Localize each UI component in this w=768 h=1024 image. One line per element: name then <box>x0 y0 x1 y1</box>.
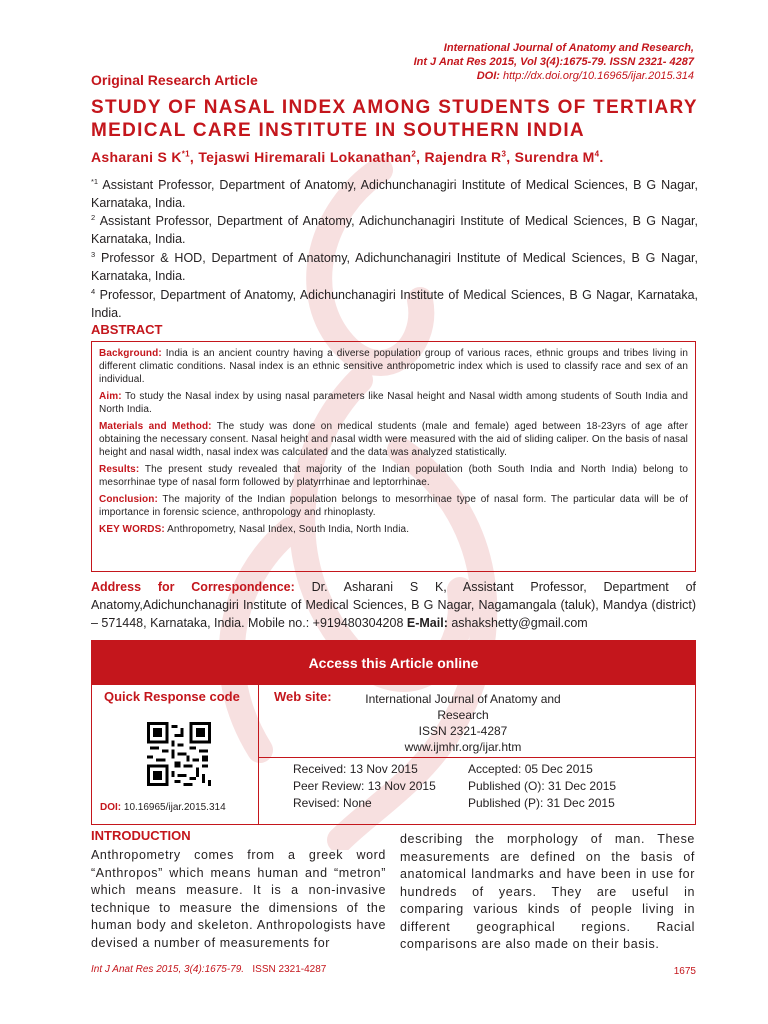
page-number: 1675 <box>673 966 696 977</box>
introduction-left-column: Anthropometry comes from a greek word “Anthropos” which means human and “metron” which means measure. It is a non-invasive technique to measure the dimensions of the human body and skeleton. Anthropologists have devised a number of measurements for <box>91 848 386 950</box>
journal-name: International Journal of Anatomy and Research, <box>443 42 694 54</box>
received-date: Received: 13 Nov 2015 <box>293 762 418 776</box>
access-article-box <box>91 640 696 825</box>
access-heading: Access this Article online <box>92 641 695 685</box>
abstract-conclusion: Conclusion: The majority of the Indian population belongs to mesorrhinae type of nasal form. The particular data will be of importance in forensic science, anthropology and rhinoplasty. <box>99 494 689 518</box>
abstract-results: Results: The present study revealed that majority of the Indian population (both South India and North India) belong to mesorrhinae type of nasal form followed by platyrrhinae and leptorrhinae. <box>99 464 688 488</box>
affiliation-2: $^2$ Assistant Professor, Department of Anatomy, Adichunchanagiri Institute of Medical Sciences, B G Nagar, Karnataka, India. <box>91 213 698 246</box>
author-3: Rajendra R <box>424 149 502 165</box>
access-doi-link[interactable]: 10.16965/ijar.2015.314 <box>123 802 226 813</box>
website-column <box>258 685 695 824</box>
affiliation-3: $^3$ Professor & HOD, Department of Anatomy, Adichunchanagiri Institute of Medical Sciences, B G Nagar, Karnataka, India. <box>91 250 698 283</box>
abstract-keywords: KEY WORDS: Anthropometry, Nasal Index, South India, North India. <box>99 524 410 535</box>
accepted-date: Accepted: 05 Dec 2015 <box>468 762 593 776</box>
journal-header <box>414 41 694 83</box>
author-list: Asharani S $K^{*1}$, Tejaswi Hiremarali Lokanathan$^2$, Rajendra $R^3$, Surendra $M^4$. <box>91 149 604 165</box>
correspondence-label: Address for Correspondence: <box>91 580 295 594</box>
website-label: Web site: <box>274 689 332 704</box>
correspondence-text: Dr. Asharani S K, Assistant Professor, Department of Anatomy,Adichunchanagiri Institute of Medical Sciences, B G Nagar, Nagamangala (taluk), Mandya (district) – 571448, Karnataka, India. Mobile no.: +919480304208 <box>91 580 696 630</box>
revised-date: Revised: None <box>293 796 372 810</box>
correspondence <box>91 578 696 632</box>
access-doi: DOI: 10.16965/ijar.2015.314 <box>100 802 226 813</box>
email-label: E-Mail: <box>406 616 448 630</box>
peer-review-date: Peer Review: 13 Nov 2015 <box>293 779 436 793</box>
email-link[interactable]: ashakshetty@gmail.com <box>451 616 588 630</box>
journal-citation: Int J Anat Res 2015, Vol 3(4):1675-79. ISSN 2321- 4287 <box>413 56 694 68</box>
affiliation-1: $^{*1}$ Assistant Professor, Department of Anatomy, Adichunchanagiri Institute of Medical Sciences, B G Nagar, Karnataka, India. <box>91 177 698 210</box>
author-1-sup: *1 <box>181 149 190 159</box>
journal-doi <box>414 69 694 83</box>
footer-citation: Int J Anat Res 2015, 3(4):1675-79. ISSN 2321-4287 <box>91 964 327 975</box>
website-name: International Journal of Anatomy and Research <box>365 692 561 722</box>
author-4-sup: 4 <box>594 149 600 159</box>
qr-column <box>92 685 259 824</box>
introduction-right-column: describing the morphology of man. These measurements are defined on the basis of anatomical landmarks and have been in use for hundreds of years. They are useful in comparing various kinds of people living in different geographical regions. Racial comparisons are also made on their basis. <box>400 832 695 951</box>
author-2-sup: 2 <box>411 149 417 159</box>
doi-link[interactable]: http://dx.doi.org/10.16965/ijar.2015.314 <box>502 70 694 82</box>
abstract-box <box>91 341 696 572</box>
author-1: Asharani S K <box>91 149 182 165</box>
website-info <box>348 691 578 755</box>
article-title: STUDY OF NASAL INDEX AMONG STUDENTS OF TERTIARY MEDICAL CARE INSTITUTE IN SOUTHERN INDIA <box>91 97 698 141</box>
introduction-heading: INTRODUCTION <box>91 828 191 843</box>
abstract-background: Background: India is an ancient country having a diverse population group of various races, ethnic groups and tribes living in different climatic conditions. Nasal index is an ethnic sensitive anthropometric index which is used to classify race and sex of an individual. <box>99 348 688 385</box>
article-type: Original Research Article <box>91 72 258 88</box>
author-4: Surendra M <box>514 149 595 165</box>
qr-label: Quick Response code <box>104 689 240 704</box>
author-3-sup: 3 <box>501 149 507 159</box>
published-online-date: Published (O): 31 Dec 2015 <box>468 779 617 793</box>
website-url[interactable]: www.ijmhr.org/ijar.htm <box>404 740 522 754</box>
divider <box>258 757 695 758</box>
abstract-aim: Aim: To study the Nasal index by using nasal parameters like Nasal height and Nasal width among students of South India and North India. <box>99 391 688 415</box>
published-print-date: Published (P): 31 Dec 2015 <box>468 796 615 810</box>
doi-prefix: DOI: <box>476 70 500 82</box>
website-issn: ISSN 2321-4287 <box>418 724 508 738</box>
author-2: Tejaswi Hiremarali Lokanathan <box>198 149 412 165</box>
abstract-heading: ABSTRACT <box>91 322 163 337</box>
abstract-methods: Materials and Method: The study was done on medical students (male and female) aged between 18-23yrs of age after obtaining the necessary consent. Nasal height and nasal width were measured with the aid of sliding caliper. On the basis of nasal height and nasal width, nasal index was calculated and the data was analyzed statistically. <box>99 421 689 458</box>
affiliation-4: $^4$ Professor, Department of Anatomy, Adichunchanagiri Institute of Medical Sciences, B G Nagar, Karnataka, India. <box>91 287 698 320</box>
qr-code-icon[interactable] <box>147 722 211 786</box>
